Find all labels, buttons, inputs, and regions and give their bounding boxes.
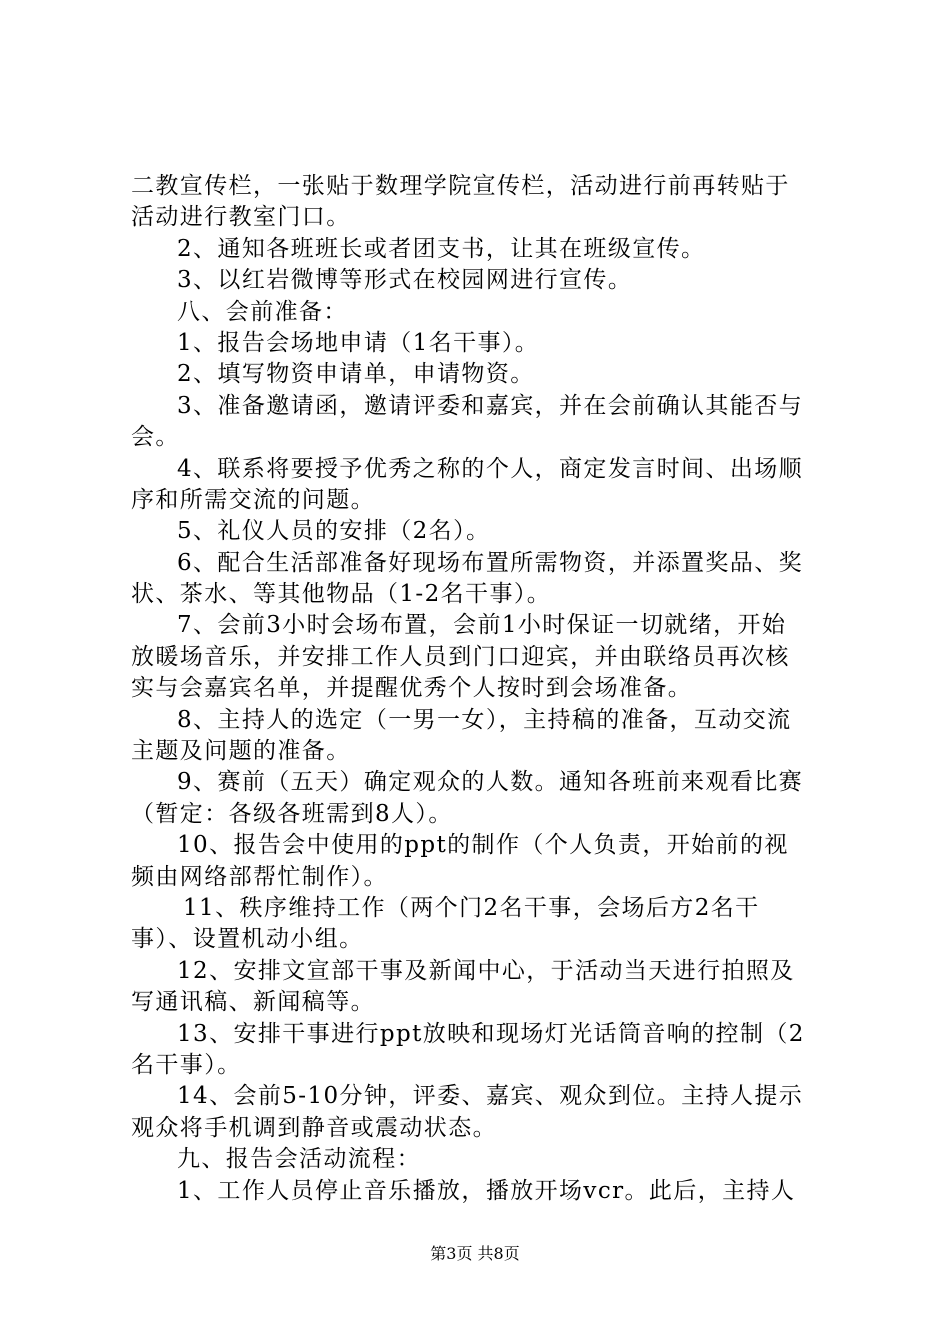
text-line: 8、主持人的选定（一男一女），主持稿的准备，互动交流 bbox=[177, 706, 792, 733]
text-line: 14、会前5-10分钟，评委、嘉宾、观众到位。主持人提示 bbox=[177, 1083, 804, 1110]
text-line: 序和所需交流的问题。 bbox=[131, 486, 375, 513]
text-line: 事）、设置机动小组。 bbox=[131, 926, 364, 953]
text-line: 3、以红岩微博等形式在校园网进行宣传。 bbox=[177, 267, 633, 294]
text-line: 写通讯稿、新闻稿等。 bbox=[131, 989, 375, 1016]
text-line: 活动进行教室门口。 bbox=[131, 204, 351, 231]
text-line: 6、配合生活部准备好现场布置所需物资，并添置奖品、奖 bbox=[177, 549, 804, 576]
document-body bbox=[131, 171, 831, 1207]
text-line: 频由网络部帮忙制作）。 bbox=[131, 863, 388, 890]
text-line: 10、报告会中使用的ppt的制作（个人负责，开始前的视 bbox=[177, 832, 789, 859]
text-line: 2、通知各班班长或者团支书，让其在班级宣传。 bbox=[177, 235, 706, 262]
text-line: 会。 bbox=[131, 424, 180, 451]
text-line: 12、安排文宣部干事及新闻中心，于活动当天进行拍照及 bbox=[177, 957, 795, 984]
text-line: 2、填写物资申请单，申请物资。 bbox=[177, 361, 535, 388]
text-line: 1、工作人员停止音乐播放，播放开场vcr。此后，主持人 bbox=[177, 1177, 796, 1204]
text-line: 3、准备邀请函，邀请评委和嘉宾，并在会前确认其能否与 bbox=[177, 392, 804, 419]
text-line: 名干事）。 bbox=[131, 1051, 242, 1078]
text-line: 状、茶水、等其他物品（1-2名干事）。 bbox=[131, 581, 552, 608]
text-line: 7、会前3小时会场布置，会前1小时保证一切就绪，开始 bbox=[177, 612, 787, 639]
text-line: 4、联系将要授予优秀之称的个人，商定发言时间、出场顺 bbox=[177, 455, 804, 482]
text-line: 11、秩序维持工作（两个门2名干事，会场后方2名干 bbox=[183, 894, 760, 921]
section-heading: 九、报告会活动流程： bbox=[177, 1146, 421, 1173]
text-line: 13、安排干事进行ppt放映和现场灯光话筒音响的控制（2 bbox=[177, 1020, 805, 1047]
text-line: 5、礼仪人员的安排（2名）。 bbox=[177, 518, 491, 545]
text-line: 二教宣传栏，一张贴于数理学院宣传栏，活动进行前再转贴于 bbox=[131, 173, 790, 199]
text-line: 1、报告会场地申请（1名干事）。 bbox=[177, 329, 540, 356]
page-number: 第3页 共8页 bbox=[430, 1244, 520, 1263]
text-line: 9、赛前（五天）确定观众的人数。通知各班前来观看比赛 bbox=[177, 769, 804, 796]
text-line: 观众将手机调到静音或震动状态。 bbox=[131, 1114, 497, 1141]
text-line: 主题及问题的准备。 bbox=[131, 738, 351, 765]
text-line: 放暖场音乐，并安排工作人员到门口迎宾，并由联络员再次核 bbox=[131, 643, 790, 670]
text-line: （暂定：各级各班需到8人）。 bbox=[131, 800, 453, 827]
section-heading: 八、会前准备： bbox=[177, 298, 348, 325]
text-line: 实与会嘉宾名单，并提醒优秀个人按时到会场准备。 bbox=[131, 675, 693, 702]
